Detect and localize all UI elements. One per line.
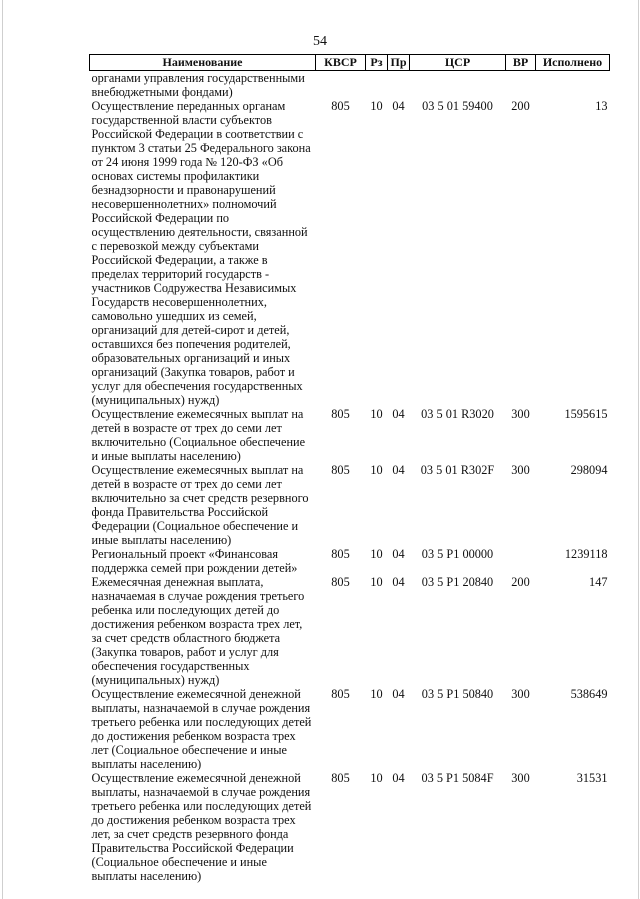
budget-table xyxy=(89,54,610,883)
row-vr xyxy=(506,547,536,575)
row-name: Региональный проект «Финансовая поддержка семей при рождении детей» xyxy=(91,547,298,575)
row-kvsr: 805 xyxy=(331,771,350,785)
left-scan-edge xyxy=(2,0,3,899)
row-name: Осуществление переданных органам государственной власти субъектов Российской Федерации в соответствии с пунктом 3 статьи 25 Федерального закона от 24 июня 1999 года № 120-ФЗ «Об основах системы профилактики безнадзорности и правонарушений несовершеннолетних» полномочий Российской Федерации по осуществлению деятельности, связанной с перевозкой между субъектами Российской Федерации, а также в пределах территорий государств - участников Содружества Независимых Государств несовершеннолетних, самовольно ушедших из семей, организаций для детей-сирот и детей, оставшихся без попечения родителей, образовательных организаций и иных организаций (Закупка товаров, работ и услуг для обеспечения государственных (муниципальных) нужд) xyxy=(91,99,311,407)
table-row xyxy=(90,687,610,771)
table-row xyxy=(90,99,610,407)
row-csr xyxy=(410,71,506,100)
header-vr: ВР xyxy=(506,55,536,71)
row-csr: 03 5 01 R3020 xyxy=(421,407,494,421)
row-rz: 10 xyxy=(370,547,383,561)
header-executed: Исполнено xyxy=(536,55,610,71)
row-pr: 04 xyxy=(392,407,405,421)
row-executed: 1239118 xyxy=(564,547,608,561)
row-kvsr: 805 xyxy=(331,575,350,589)
row-vr: 300 xyxy=(511,407,530,421)
row-csr: 03 5 P1 50840 xyxy=(421,687,494,701)
row-pr: 04 xyxy=(392,575,405,589)
row-rz: 10 xyxy=(370,463,383,477)
row-name: органами управления государственными внебюджетными фондами) xyxy=(91,71,305,99)
row-name: Осуществление ежемесячных выплат на детей в возрасте от трех до семи лет включительно (Социальное обеспечение и иные выплаты населению) xyxy=(91,407,306,463)
header-rz: Рз xyxy=(366,55,388,71)
row-executed: 1595615 xyxy=(564,407,608,421)
row-executed: 147 xyxy=(589,575,608,589)
header-kvsr: КВСР xyxy=(316,55,366,71)
row-rz: 10 xyxy=(370,99,383,113)
row-executed: 298094 xyxy=(570,463,608,477)
row-rz: 10 xyxy=(370,687,383,701)
table-row xyxy=(90,71,610,100)
table-row xyxy=(90,547,610,575)
row-vr: 200 xyxy=(511,99,530,113)
row-pr: 04 xyxy=(392,687,405,701)
row-pr: 04 xyxy=(392,771,405,785)
row-kvsr: 805 xyxy=(331,407,350,421)
row-rz xyxy=(366,71,388,100)
row-name: Осуществление ежемесячной денежной выплаты, назначаемой в случае рождения третьего ребенка или последующих детей до достижения ребенком возраста трех лет, за счет средств резервного фонда Правительства Российской Федерации (Социальное обеспечение и иные выплаты населению) xyxy=(91,771,312,883)
row-executed: 13 xyxy=(595,99,608,113)
row-pr: 04 xyxy=(392,99,405,113)
row-pr xyxy=(388,71,410,100)
header-name: Наименование xyxy=(90,55,316,71)
row-vr: 300 xyxy=(511,463,530,477)
row-rz: 10 xyxy=(370,407,383,421)
row-csr: 03 5 P1 20840 xyxy=(421,575,494,589)
row-name: Осуществление ежемесячной денежной выплаты, назначаемой в случае рождения третьего ребенка или последующих детей до достижения ребенком возраста трех лет (Социальное обеспечение и иные выплаты населению) xyxy=(91,687,312,771)
row-name: Осуществление ежемесячных выплат на детей в возрасте от трех до семи лет включительно за счет средств резервного фонда Правительства Российской Федерации (Социальное обеспечение и иные выплаты населению) xyxy=(91,463,309,547)
row-executed: 31531 xyxy=(576,771,608,785)
row-name: Ежемесячная денежная выплата, назначаемая в случае рождения третьего ребенка или последующих детей до достижения ребенком возраста трех лет, за счет средств областного бюджета (Закупка товаров, работ и услуг для обеспечения государственных (муниципальных) нужд) xyxy=(91,575,305,687)
row-rz: 10 xyxy=(370,575,383,589)
row-csr: 03 5 P1 5084F xyxy=(421,771,494,785)
row-rz: 10 xyxy=(370,771,383,785)
row-executed xyxy=(536,71,610,100)
row-executed: 538649 xyxy=(570,687,608,701)
row-csr: 03 5 P1 00000 xyxy=(421,547,494,561)
row-vr: 300 xyxy=(511,771,530,785)
page-number: 54 xyxy=(313,34,327,49)
table-row xyxy=(90,407,610,463)
right-scan-edge xyxy=(638,0,639,899)
row-vr: 300 xyxy=(511,687,530,701)
row-vr: 200 xyxy=(511,575,530,589)
row-kvsr: 805 xyxy=(331,99,350,113)
row-kvsr: 805 xyxy=(331,687,350,701)
table-header-row xyxy=(90,55,610,71)
table-row xyxy=(90,771,610,883)
header-pr: Пр xyxy=(388,55,410,71)
row-csr: 03 5 01 59400 xyxy=(422,99,493,113)
row-vr xyxy=(506,71,536,100)
row-kvsr xyxy=(316,71,366,100)
row-pr: 04 xyxy=(392,547,405,561)
row-csr: 03 5 01 R302F xyxy=(420,463,495,477)
row-kvsr: 805 xyxy=(331,463,350,477)
header-csr: ЦСР xyxy=(410,55,506,71)
table-row xyxy=(90,575,610,687)
row-pr: 04 xyxy=(392,463,405,477)
table-row xyxy=(90,463,610,547)
row-kvsr: 805 xyxy=(331,547,350,561)
